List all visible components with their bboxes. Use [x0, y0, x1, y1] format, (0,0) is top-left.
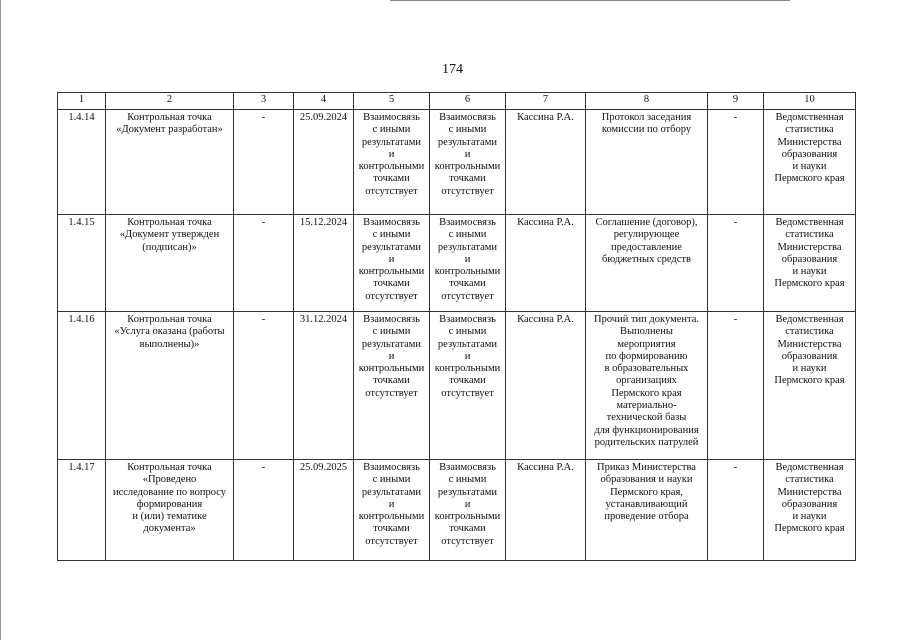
header-cell: 7 — [506, 93, 586, 110]
control-point-name: Контрольная точка «Проведено исследование по вопросу формирования и (или) тематике документа» — [106, 460, 234, 561]
deadline-date: 25.09.2025 — [294, 460, 354, 561]
table-row — [58, 460, 856, 561]
control-points-table — [57, 92, 856, 561]
relation-previous: Взаимосвязь с иными результатами и контрольными точками отсутствует — [354, 110, 430, 215]
col9-value: - — [708, 312, 764, 460]
header-cell: 5 — [354, 93, 430, 110]
page-edge — [0, 0, 1, 640]
deadline-date: 25.09.2024 — [294, 110, 354, 215]
header-row — [58, 93, 856, 110]
deadline-date: 31.12.2024 — [294, 312, 354, 460]
col3-value: - — [234, 312, 294, 460]
table-row — [58, 110, 856, 215]
row-number: 1.4.15 — [58, 215, 106, 312]
info-source: Ведомственная статистика Министерства образования и науки Пермского края — [764, 312, 856, 460]
header-cell: 8 — [586, 93, 708, 110]
page-number: 174 — [442, 62, 463, 77]
relation-next: Взаимосвязь с иными результатами и контрольными точками отсутствует — [430, 110, 506, 215]
header-cell: 1 — [58, 93, 106, 110]
info-source: Ведомственная статистика Министерства образования и науки Пермского края — [764, 215, 856, 312]
responsible-person: Кассина Р.А. — [506, 215, 586, 312]
header-cell: 3 — [234, 93, 294, 110]
top-rule — [390, 0, 790, 1]
document-type: Соглашение (договор), регулирующее предоставление бюджетных средств — [586, 215, 708, 312]
responsible-person: Кассина Р.А. — [506, 110, 586, 215]
responsible-person: Кассина Р.А. — [506, 312, 586, 460]
responsible-person: Кассина Р.А. — [506, 460, 586, 561]
col9-value: - — [708, 110, 764, 215]
control-point-name: Контрольная точка «Документ разработан» — [106, 110, 234, 215]
header-cell: 10 — [764, 93, 856, 110]
header-cell: 9 — [708, 93, 764, 110]
deadline-date: 15.12.2024 — [294, 215, 354, 312]
col3-value: - — [234, 460, 294, 561]
row-number: 1.4.16 — [58, 312, 106, 460]
relation-previous: Взаимосвязь с иными результатами и контрольными точками отсутствует — [354, 312, 430, 460]
col9-value: - — [708, 460, 764, 561]
table-row — [58, 215, 856, 312]
col9-value: - — [708, 215, 764, 312]
header-cell: 2 — [106, 93, 234, 110]
control-point-name: Контрольная точка «Документ утвержден (подписан)» — [106, 215, 234, 312]
relation-next: Взаимосвязь с иными результатами и контрольными точками отсутствует — [430, 215, 506, 312]
table-row — [58, 312, 856, 460]
relation-previous: Взаимосвязь с иными результатами и контрольными точками отсутствует — [354, 460, 430, 561]
header-cell: 6 — [430, 93, 506, 110]
document-type: Приказ Министерства образования и науки Пермского края, устанавливающий проведение отбора — [586, 460, 708, 561]
col3-value: - — [234, 110, 294, 215]
document-type: Протокол заседания комиссии по отбору — [586, 110, 708, 215]
relation-next: Взаимосвязь с иными результатами и контрольными точками отсутствует — [430, 312, 506, 460]
row-number: 1.4.17 — [58, 460, 106, 561]
relation-previous: Взаимосвязь с иными результатами и контрольными точками отсутствует — [354, 215, 430, 312]
document-type: Прочий тип документа. Выполнены мероприятия по формированию в образовательных организациях Пермского края материально- технической базы для функционирования родительских патрулей — [586, 312, 708, 460]
info-source: Ведомственная статистика Министерства образования и науки Пермского края — [764, 110, 856, 215]
header-cell: 4 — [294, 93, 354, 110]
relation-next: Взаимосвязь с иными результатами и контрольными точками отсутствует — [430, 460, 506, 561]
col3-value: - — [234, 215, 294, 312]
control-point-name: Контрольная точка «Услуга оказана (работы выполнены)» — [106, 312, 234, 460]
info-source: Ведомственная статистика Министерства образования и науки Пермского края — [764, 460, 856, 561]
row-number: 1.4.14 — [58, 110, 106, 215]
